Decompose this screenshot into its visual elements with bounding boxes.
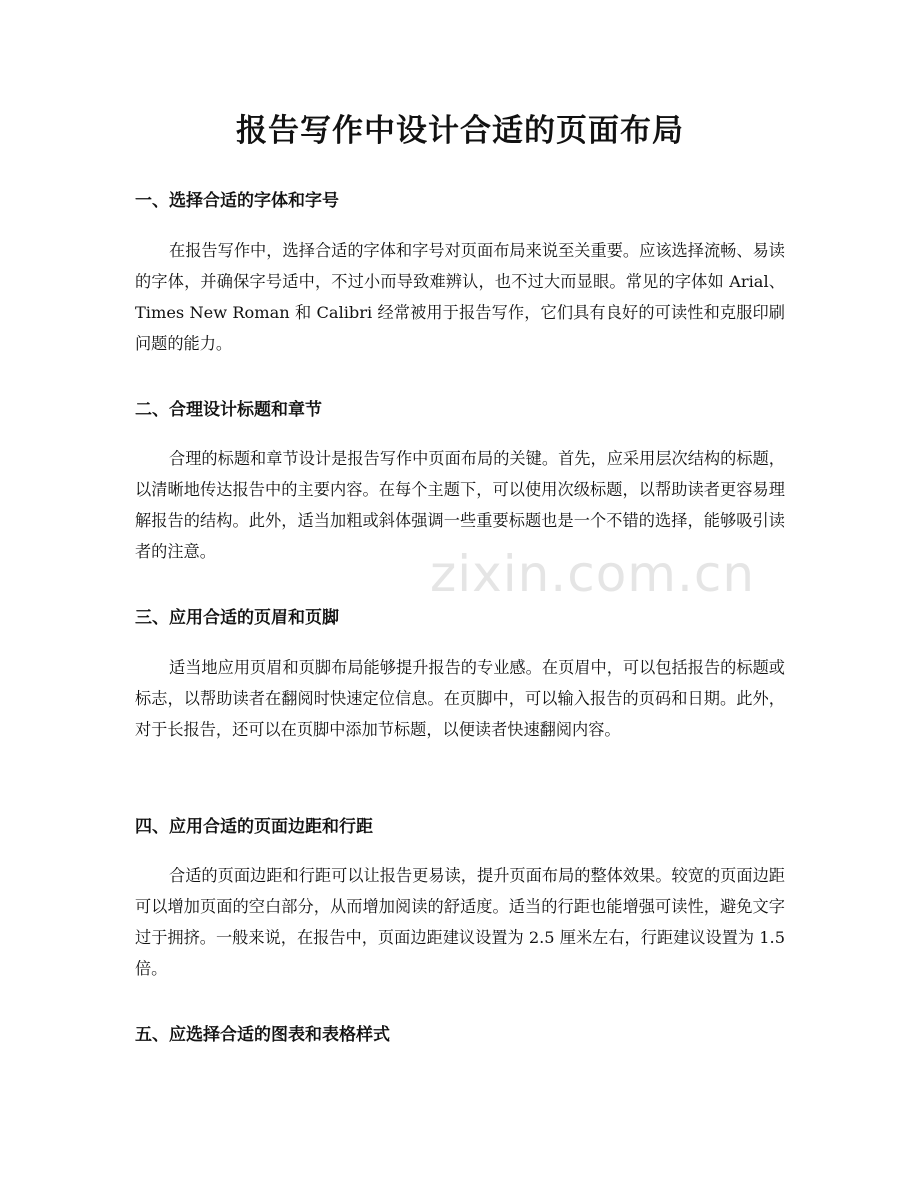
section-heading-2: 二、合理设计标题和章节 [135, 400, 322, 420]
section-paragraph-3: 适当地应用页眉和页脚布局能够提升报告的专业感。在页眉中，可以包括报告的标题或标志，以帮助读者在翻阅时快速定位信息。在页脚中，可以输入报告的页码和日期。此外，对于长报告，还可以在页脚中添加节标题，以便读者快速翻阅内容。 [135, 658, 785, 739]
section-heading-4: 四、应用合适的页面边距和行距 [135, 817, 373, 837]
section-paragraph-4: 合适的页面边距和行距可以让报告更易读，提升页面布局的整体效果。较宽的页面边距可以增加页面的空白部分，从而增加阅读的舒适度。适当的行距也能增强可读性，避免文字过于拥挤。一般来说，在报告中，页面边距建议设置为 2.5 厘米左右，行距建议设置为 1.5 倍。 [135, 866, 785, 978]
section-paragraph-1: 在报告写作中，选择合适的字体和字号对页面布局来说至关重要。应该选择流畅、易读的字体，并确保字号适中，不过小而导致难辨认，也不过大而显眼。常见的字体如 Arial、Times New Roman 和 Calibri 经常被用于报告写作，它们具有良好的可读性和克服印刷问题的能力。 [135, 241, 785, 353]
section-heading-5: 五、应选择合适的图表和表格样式 [135, 1025, 390, 1045]
section-heading-1: 一、选择合适的字体和字号 [135, 191, 339, 211]
section-heading-3: 三、应用合适的页眉和页脚 [135, 608, 339, 628]
watermark: zixin.com.cn [430, 545, 756, 603]
document-title: 报告写作中设计合适的页面布局 [236, 113, 684, 149]
section-paragraph-2: 合理的标题和章节设计是报告写作中页面布局的关键。首先，应采用层次结构的标题，以清晰地传达报告中的主要内容。在每个主题下，可以使用次级标题，以帮助读者更容易理解报告的结构。此外，适当加粗或斜体强调一些重要标题也是一个不错的选择，能够吸引读者的注意。 [135, 449, 785, 561]
